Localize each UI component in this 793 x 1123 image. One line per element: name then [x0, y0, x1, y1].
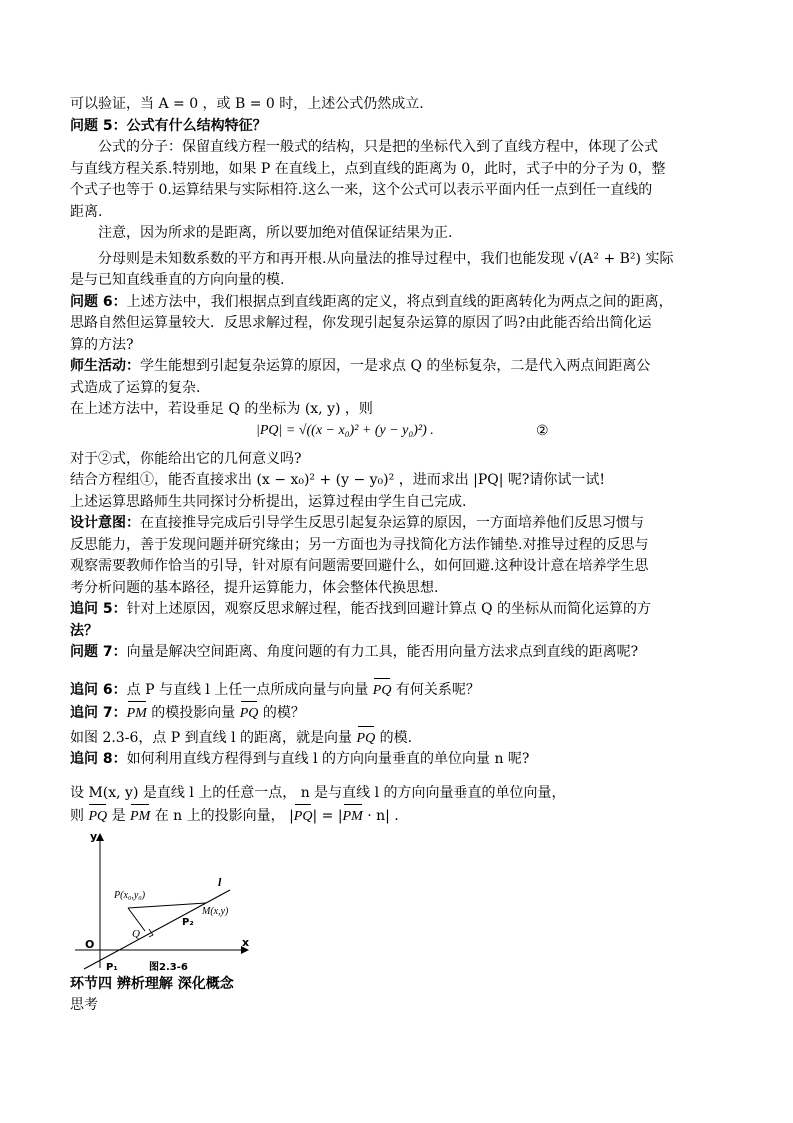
paragraph-line: 个式子也等于 0.运算结果与实际相符.这么一来，这个公式可以表示平面内任一点到任一直线的 [70, 182, 653, 198]
distance-formula [70, 421, 760, 449]
question-text: 向量是解决空间距离、角度问题的有力工具，能否用向量方法求点到直线的距离呢? [126, 644, 639, 660]
paragraph-line: 反思能力，善于发现问题并研究缘由；另一方面也为寻找简化方法作铺垫.对推导过程的反思与 [70, 536, 649, 553]
x-axis-label: x [242, 935, 250, 949]
question-7 [70, 642, 760, 664]
point-p2-label: P₂ [182, 916, 194, 928]
design-text: 在直接推导完成后引导学生反思引起复杂运算的原因，一方面培养他们反思习惯与 [140, 515, 644, 531]
point-p-label: P(x₀,y₀) [114, 889, 146, 901]
origin-label: O [85, 937, 95, 951]
paragraph-line: 是与已知直线垂直的方向向量的模. [70, 272, 285, 288]
paragraph-line: 结合方程组①，能否直接求出 (x − x₀)² + (y − y₀)² ，进而求出 |PQ| 呢?请你试一试! [70, 472, 606, 488]
paragraph-line: 注意，因为所求的是距离，所以要加绝对值保证结果为正. [98, 225, 453, 241]
paragraph-line: 式造成了运算的复杂. [70, 379, 201, 396]
paragraph-line: 思路自然但运算量较大．反思求解过程，你发现引起复杂运算的原因了吗?由此能否给出简化运 [70, 315, 652, 331]
follow-up-text: 的模？ [258, 705, 305, 721]
paragraph-line: 法？ [70, 622, 98, 639]
paragraph-line: 距离. [70, 203, 103, 220]
follow-up-label: 追问 6： [70, 681, 127, 698]
paragraph-line: 考分析问题的基本路径，提升运算能力，体会整体代换思想. [70, 579, 439, 596]
figure-caption: 图2.3-6 [149, 961, 188, 973]
vector-pq: PQ [294, 806, 313, 828]
vector-pq: PQ [240, 703, 259, 725]
follow-up-5 [70, 599, 760, 621]
line-l-label: l [218, 874, 222, 889]
paragraph-line: 对于②式，你能给出它的几何意义吗? [70, 450, 302, 467]
follow-up-7 [70, 703, 760, 725]
text-segment: · n| . [362, 808, 399, 824]
paragraph-line [70, 806, 760, 828]
figure-2-3-6 [70, 830, 270, 972]
vector-pm: PM [130, 806, 150, 828]
follow-up-text: 点 P 与直线 l 上任一点所成向量与向量 [126, 681, 373, 698]
paragraph-line: 思考 [70, 997, 98, 1013]
question-6 [70, 292, 760, 314]
document-page [70, 94, 760, 1017]
text-segment: 如图 2.3-6，点 P 到直线 l 的距离，就是向量 [70, 729, 357, 746]
follow-up-label: 追问 8： [70, 751, 127, 767]
question-5 [70, 116, 760, 138]
teacher-student-activity [70, 356, 760, 378]
vector-pm: PM [343, 806, 363, 828]
follow-up-text: 的模投影向量 [146, 705, 240, 721]
follow-up-text: 针对上述原因，观察反思求解过程，能否找到回避计算点 Q 的坐标从而简化运算的方 [126, 601, 652, 617]
text-line: 可以验证，当 A = 0 ，或 B = 0 时，上述公式仍然成立. [70, 96, 424, 112]
follow-up-6 [70, 680, 760, 702]
activity-label: 师生活动： [70, 358, 140, 374]
point-q-label: Q [132, 927, 140, 940]
paragraph-line [70, 728, 760, 750]
text-segment: 则 [70, 808, 89, 824]
paragraph-line: 设 M(x, y) 是直线 l 上的任意一点， n 是与直线 l 的方向向量垂直的单位向量， [70, 784, 566, 801]
question-label: 问题 5： [70, 117, 127, 134]
design-label: 设计意图： [70, 515, 140, 531]
follow-up-label: 追问 5： [70, 601, 127, 617]
paragraph-line: 观察需要教师作恰当的引导，针对原有问题需要回避什么，如何回避.这种设计意在培养学生思 [70, 558, 649, 574]
y-axis-label: y [90, 829, 98, 843]
question-text: 公式有什么结构特征？ [126, 117, 267, 134]
follow-up-text: 如何利用直线方程得到与直线 l 的方向向量垂直的单位向量 n 呢? [126, 751, 530, 767]
question-label: 问题 7： [70, 644, 127, 660]
follow-up-8 [70, 749, 760, 771]
vector-pm: PM [127, 703, 147, 725]
vector-pq: PQ [373, 680, 392, 702]
paragraph-line: 算的方法? [70, 336, 134, 353]
vector-pq: PQ [88, 806, 107, 828]
design-intent [70, 513, 760, 535]
text-segment: 在 n 上的投影向量， | [150, 808, 294, 824]
paragraph-line: 公式的分子：保留直线方程一般式的结构，只是把的坐标代入到了直线方程中，体现了公式 [98, 139, 658, 155]
paragraph-line: 与直线方程关系.特别地，如果 P 在直线上，点到直线的距离为 0，此时，式子中的分子为 0，整 [70, 160, 666, 177]
formula-tag: ② [536, 422, 549, 439]
text-segment: 是 [107, 808, 131, 824]
point-m-label: M(x,y) [202, 905, 229, 917]
segment-pm [128, 903, 206, 908]
question-text: 上述方法中，我们根据点到直线距离的定义，将点到直线的距离转化为两点之间的距离， [126, 293, 673, 310]
point-p1-label: P₁ [106, 961, 118, 972]
paragraph-line: 在上述方法中，若设垂足 Q 的坐标为 (x, y) ，则 [70, 401, 373, 417]
text-segment: 的模. [375, 729, 413, 746]
question-label: 问题 6： [70, 293, 127, 310]
text-segment: | = | [312, 808, 343, 824]
vector-pq: PQ [357, 728, 376, 750]
paragraph-line: 上述运算思路师生共同探讨分析提出，运算过程由学生自己完成. [70, 493, 467, 510]
formula-text: |PQ| = √((x − x₀)² + (y − y₀)²) . [256, 422, 434, 438]
section-title: 环节四 辨析理解 深化概念 [70, 975, 234, 992]
paragraph-line: 分母则是未知数系数的平方和再开根.从向量法的推导过程中，我们也能发现 √(A² + B²) 实际 [98, 250, 674, 267]
follow-up-label: 追问 7： [70, 705, 127, 721]
follow-up-text: 有何关系呢？ [391, 681, 480, 698]
activity-text: 学生能想到引起复杂运算的原因，一是求点 Q 的坐标复杂，二是代入两点间距离公 [140, 358, 651, 374]
geometry-diagram [70, 830, 270, 972]
